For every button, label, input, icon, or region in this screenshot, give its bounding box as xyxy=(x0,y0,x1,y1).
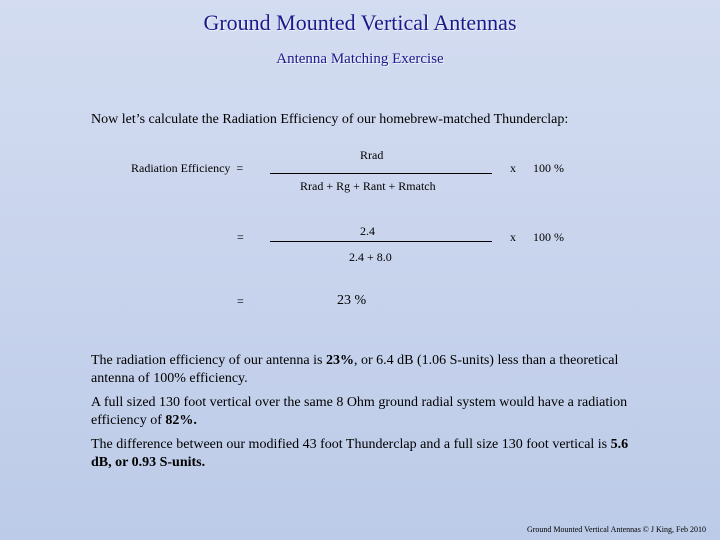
formula-numerator-2: 2.4 xyxy=(360,224,375,238)
formula-denominator-2: 2.4 + 8.0 xyxy=(349,250,392,264)
paragraph-difference: The difference between our modified 43 foot Thunderclap and a full size 130 foot vertical is 5.6 dB, or 0.93 S-units. xyxy=(91,437,629,470)
times-sign-1: x xyxy=(510,161,516,175)
paragraph-efficiency: The radiation efficiency of our antenna is 23%, or 6.4 dB (1.06 S-units) less than a theoretical antenna of 100% efficiency. xyxy=(91,353,619,386)
percent-2: 100 % xyxy=(533,230,564,244)
equals-sign-2: = xyxy=(237,230,244,244)
paragraph-full-size: A full sized 130 foot vertical over the same 8 Ohm ground radial system would have a radiation efficiency of 82%. xyxy=(91,395,628,428)
footer-copyright: Ground Mounted Vertical Antennas © J King, Feb 2010 xyxy=(526,525,706,534)
formula-numerator-1: Rrad xyxy=(360,148,384,162)
page-title: Ground Mounted Vertical Antennas xyxy=(203,10,517,35)
percent-1: 100 % xyxy=(533,161,564,175)
fraction-line-2 xyxy=(270,241,492,242)
fraction-line-1 xyxy=(270,173,492,174)
result-value: 23 % xyxy=(337,293,367,308)
formula-denominator-1: Rrad + Rg + Rant + Rmatch xyxy=(300,179,436,193)
equals-sign-3: = xyxy=(237,294,244,308)
efficiency-label: Radiation Efficiency = xyxy=(131,161,244,175)
intro-text: Now let’s calculate the Radiation Efficiency of our homebrew-matched Thunderclap: xyxy=(91,112,569,127)
page-subtitle: Antenna Matching Exercise xyxy=(276,51,444,67)
times-sign-2: x xyxy=(510,230,516,244)
